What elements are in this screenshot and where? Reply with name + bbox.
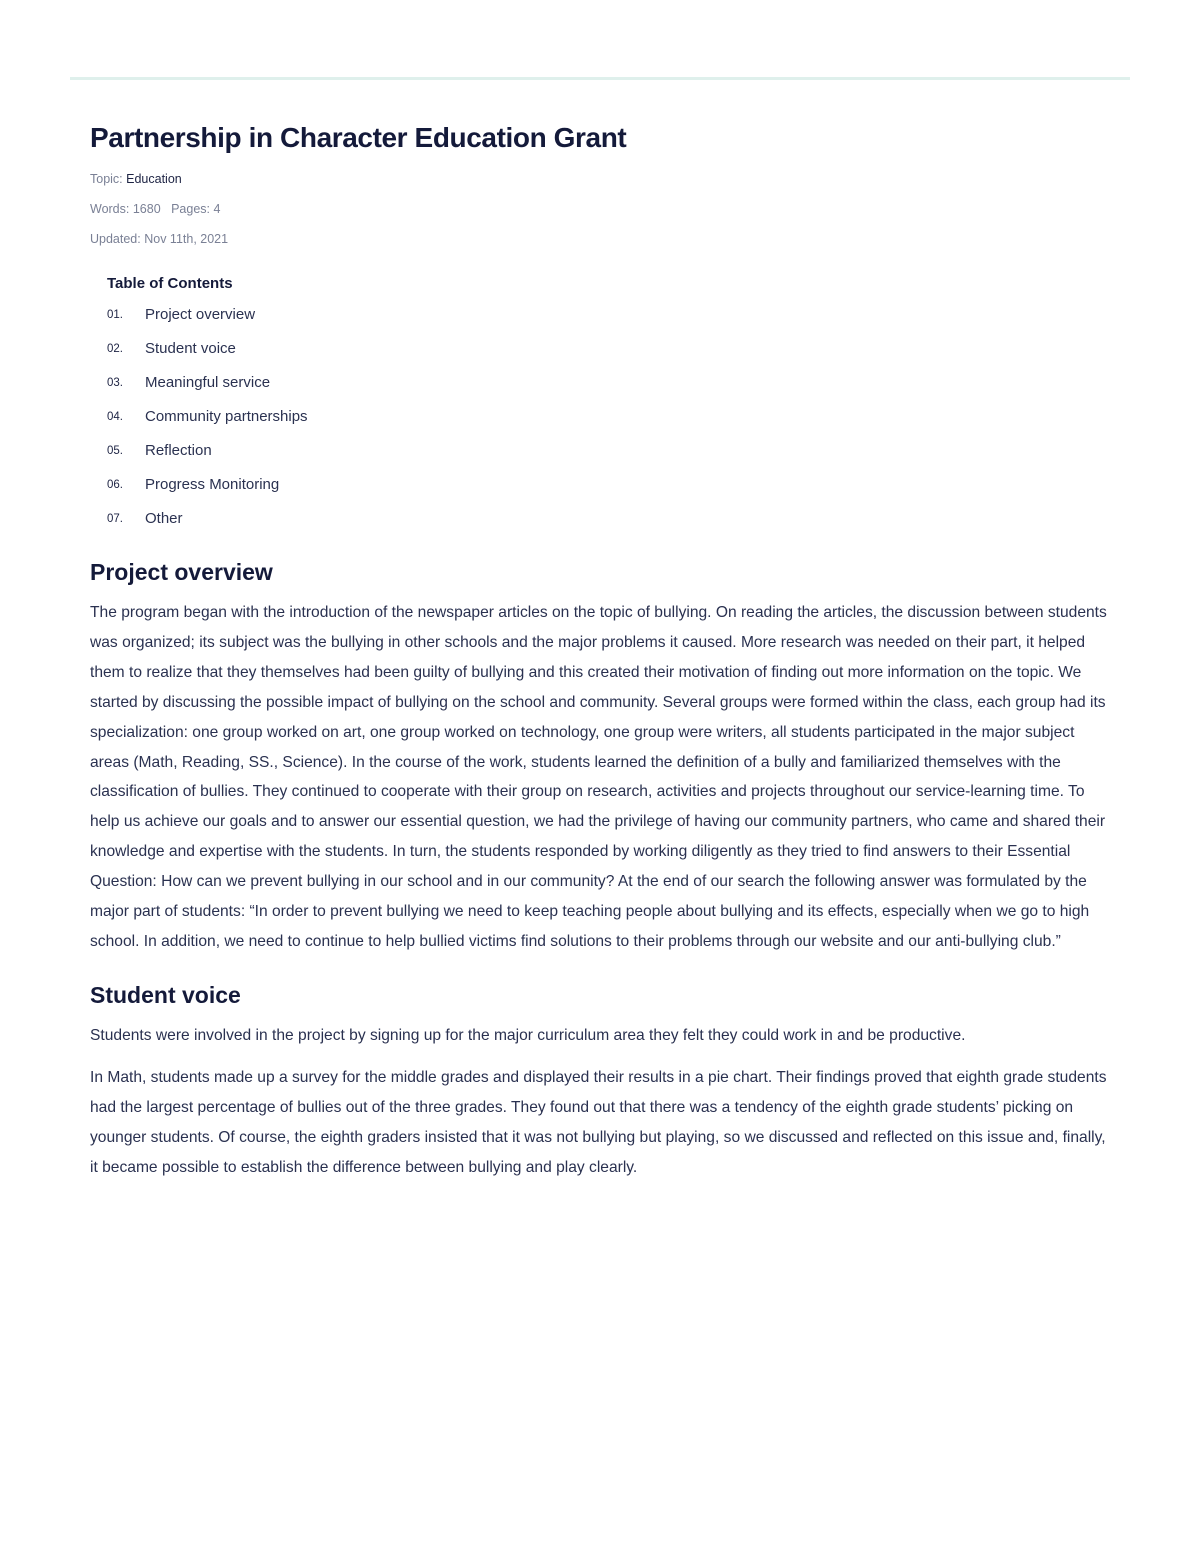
toc-item-project-overview[interactable]	[107, 304, 1112, 338]
toc-item-number: 06.	[107, 479, 123, 491]
section-paragraph: Students were involved in the project by signing up for the major curriculum area they felt they could work in and be productive.	[90, 1026, 966, 1044]
document-page	[90, 118, 1112, 1194]
section-project-overview	[90, 556, 1112, 957]
words-value: 1680	[132, 202, 161, 216]
topic-label: Topic:	[90, 172, 123, 186]
pages-value: 4	[213, 202, 221, 216]
pages-label: Pages:	[171, 202, 211, 216]
toc-item-progress-monitoring[interactable]	[107, 474, 1112, 508]
toc-item-label[interactable]: Community partnerships	[145, 408, 308, 425]
toc-item-label[interactable]: Project overview	[145, 306, 256, 323]
section-paragraph: The program began with the introduction of the newspaper articles on the topic of bullying. On reading the articles, the discussion between students was organized; its subject was the bullying in other schools and the major problems it caused. More research was needed on their part, it helped them to realize that they themselves had been guilty of bullying and this created their motivation of finding out more information on the topic. We started by discussing the possible impact of bullying on the school and community. Several groups were formed within the class, each group had its specialization: one group worked on art, one group worked on technology, one group were writers, all students participated in the major subject areas (Math, Reading, SS., Science). In the course of the work, students learned the definition of a bully and familiarized themselves with the classification of bullies. They continued to cooperate with their group on research, activities and projects throughout our service-learning time. To help us achieve our goals and to answer our essential question, we had the privilege of having our community partners, who came and shared their knowledge and expertise with the students. In turn, the students responded by working diligently as they tried to find answers to their Essential Question: How can we prevent bullying in our school and in our community? At the end of our search the following answer was formulated by the major part of students: “In order to prevent bullying we need to keep teaching people about bullying and its effects, especially when we go to high school. In addition, we need to continue to help bullied victims find solutions to their problems through our website and our anti-bullying club.”	[90, 604, 1107, 950]
toc-item-number: 01.	[107, 309, 123, 321]
stats-row	[90, 200, 1112, 230]
toc-item-number: 02.	[107, 343, 123, 355]
toc-item-label[interactable]: Reflection	[145, 442, 212, 459]
updated-row	[90, 230, 1112, 260]
toc-item-label[interactable]: Other	[145, 510, 183, 527]
toc-item-meaningful-service[interactable]	[107, 372, 1112, 406]
toc-item-student-voice[interactable]	[107, 338, 1112, 372]
section-student-voice	[90, 979, 1112, 1183]
document-title: Partnership in Character Education Grant	[90, 122, 627, 153]
toc-item-label[interactable]: Progress Monitoring	[145, 476, 280, 493]
table-of-contents	[107, 274, 1112, 542]
toc-item-community-partnerships[interactable]	[107, 406, 1112, 440]
topic-row	[90, 170, 1112, 200]
topic-value[interactable]: Education	[126, 172, 182, 186]
toc-item-label[interactable]: Meaningful service	[145, 374, 271, 391]
toc-item-label[interactable]: Student voice	[145, 340, 236, 357]
words-label: Words:	[90, 202, 130, 216]
toc-title: Table of Contents	[107, 275, 233, 292]
toc-item-reflection[interactable]	[107, 440, 1112, 474]
toc-item-number: 03.	[107, 377, 123, 389]
updated-label: Updated:	[90, 232, 141, 246]
toc-item-number: 05.	[107, 445, 123, 457]
document-meta	[90, 170, 1112, 260]
toc-item-other[interactable]	[107, 508, 1112, 542]
section-paragraph: In Math, students made up a survey for the middle grades and displayed their results in a pie chart. Their findings proved that eighth grade students had the largest percentage of bullies out of the three grades. They found out that there was a tendency of the eighth grade students’ picking on younger students. Of course, the eighth graders insisted that it was not bullying but playing, so we discussed and reflected on this issue and, finally, it became possible to establish the difference between bullying and play clearly.	[90, 1068, 1107, 1176]
toc-item-number: 07.	[107, 513, 123, 525]
section-heading: Student voice	[90, 981, 241, 1008]
section-heading: Project overview	[90, 559, 273, 585]
header-divider	[70, 77, 1130, 80]
updated-value: Nov 11th, 2021	[144, 232, 229, 246]
toc-item-number: 04.	[107, 411, 123, 423]
